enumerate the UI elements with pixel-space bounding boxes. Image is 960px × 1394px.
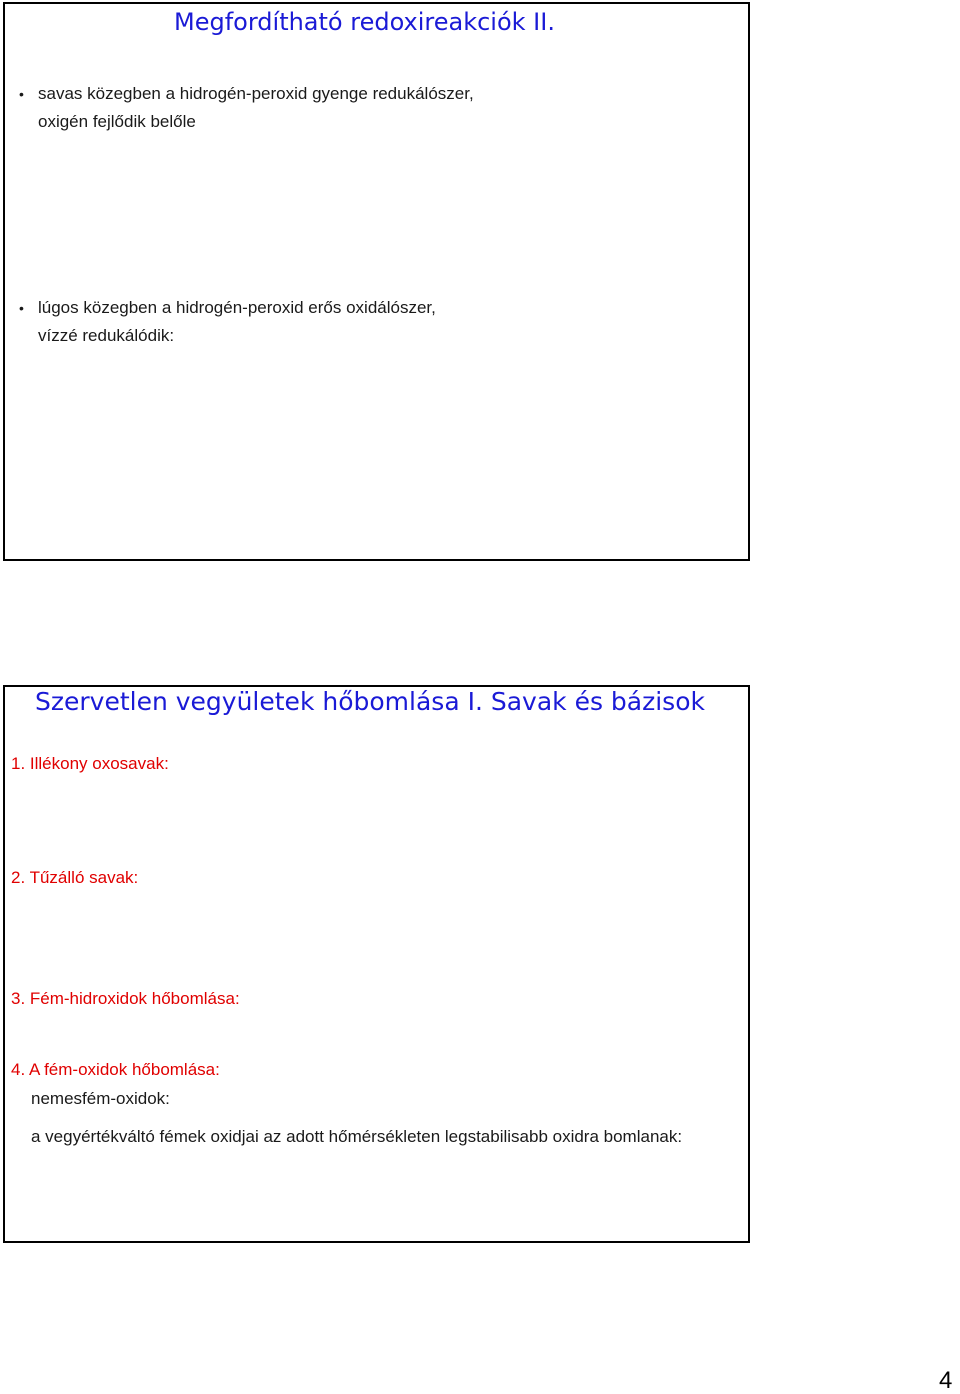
item-metal-oxides: 4. A fém-oxidok hőbomlása: bbox=[11, 1060, 220, 1079]
slide-title: Megfordítható redoxireakciók II. bbox=[174, 8, 555, 36]
item-metal-hydroxides: 3. Fém-hidroxidok hőbomlása: bbox=[11, 989, 240, 1008]
bullet-alkaline-medium bbox=[19, 294, 436, 350]
item-volatile-oxoacids: 1. Illékony oxosavak: bbox=[11, 754, 169, 773]
slide-thermal-decomposition bbox=[3, 685, 750, 1243]
bullet-line: savas közegben a hidrogén-peroxid gyenge redukálószer, bbox=[38, 84, 474, 103]
bullet-line: vízzé redukálódik: bbox=[38, 326, 175, 345]
noble-metal-oxides-label: nemesfém-oxidok: bbox=[31, 1089, 170, 1108]
bullet-dot-icon: • bbox=[19, 300, 24, 316]
item-refractory-acids: 2. Tűzálló savak: bbox=[11, 868, 139, 887]
bullet-line: oxigén fejlődik belőle bbox=[38, 112, 196, 131]
slide-title: Szervetlen vegyületek hőbomlása I. Savak és bázisok bbox=[35, 687, 705, 716]
bullet-line: lúgos közegben a hidrogén-peroxid erős oxidálószer, bbox=[38, 298, 436, 317]
slide-redox-reactions bbox=[3, 2, 750, 561]
page-number: 4 bbox=[939, 1367, 953, 1394]
variable-valence-metals-label: a vegyértékváltó fémek oxidjai az adott hőmérsékleten legstabilisabb oxidra bomlanak: bbox=[31, 1127, 683, 1146]
bullet-dot-icon: • bbox=[19, 86, 24, 102]
bullet-acidic-medium bbox=[19, 80, 474, 136]
